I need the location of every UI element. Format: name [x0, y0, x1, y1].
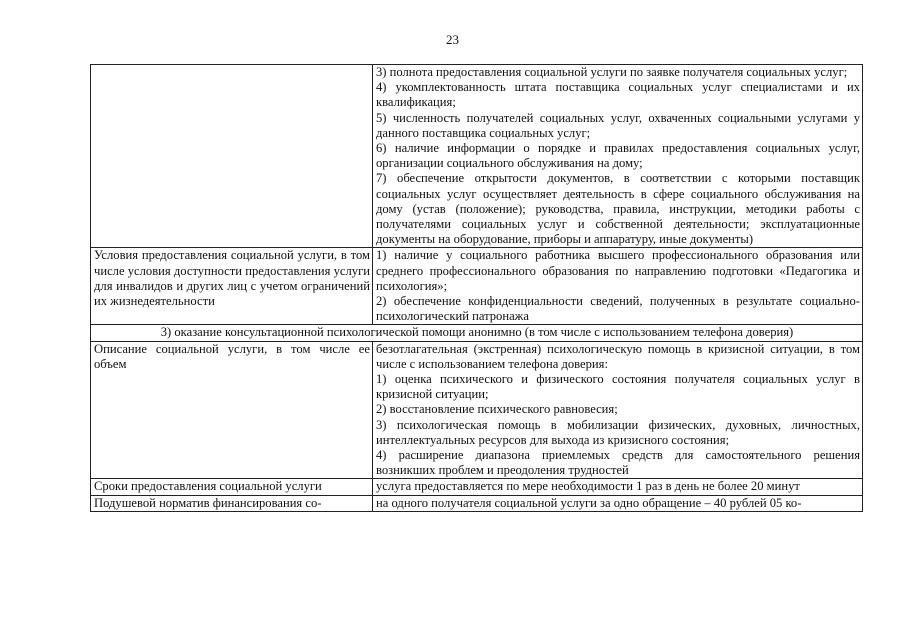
table-row: [91, 341, 863, 479]
table-row: [91, 65, 863, 248]
table-cell-value: [373, 65, 863, 248]
list-item: 4) расширение диапазона приемлемых средств для самостоятельного решения возникших проблем и преодоления трудностей: [376, 448, 860, 478]
table-row: [91, 495, 863, 511]
list-item: 1) наличие у социального работника высшего профессионального образования или среднего профессионального образования по направлению подготовки «Педагогика и психология»;: [376, 248, 860, 293]
list-item: 5) численность получателей социальных услуг, охваченных социальными услугами у данного поставщика социальных услуг;: [376, 110, 860, 140]
list-item: 1) оценка психического и физического состояния получателя социальных услуг в кризисной ситуации;: [376, 372, 860, 402]
list-item: 2) восстановление психического равновесия;: [376, 402, 618, 417]
table-row: [91, 479, 863, 495]
table-cell-label: Описание социальной услуги, в том числе ее объем: [91, 341, 373, 479]
table-cell-value: на одного получателя социальной услуги за одно обращение – 40 рублей 05 ко-: [373, 495, 863, 511]
table-row: [91, 248, 863, 325]
table-cell-value: услуга предоставляется по мере необходимости 1 раз в день не более 20 минут: [373, 479, 863, 495]
list-item: 3) психологическая помощь в мобилизации физических, духовных, личностных, интеллектуальных ресурсов для выхода из кризисного состояния;: [376, 417, 860, 447]
table-cell-value: [373, 248, 863, 325]
list-item: безотлагательная (экстренная) психологическую помощь в кризисной ситуации, в том числе с использованием телефона доверия:: [376, 341, 860, 371]
list-item: 3) полнота предоставления социальной услуги по заявке получателя социальных услуг;: [376, 65, 848, 79]
list-item: 6) наличие информации о порядке и правилах предоставления социальных услуг, организации социального обслуживания на дому;: [376, 141, 860, 171]
section-row: [91, 325, 863, 341]
list-item: 7) обеспечение открытости документов, в соответствии с которыми поставщик социальных услуг осуществляет деятельность в сфере социального обслуживания на дому (устав (положение); руководства, правила, инструкции, методики работы с получателями социальных услуг и собственной деятельности; эксплуатационные документы на оборудование, приборы и аппаратуру, иные документы): [376, 171, 860, 247]
table-cell-label: Сроки предоставления социальной услуги: [91, 479, 373, 495]
table-cell-label: Условия предоставления социальной услуги, в том числе условия доступности предоставления услуги для инвалидов и других лиц с учетом ограничений их жизнедеятельности: [91, 248, 373, 325]
table-cell-value: [373, 341, 863, 479]
table-cell-label: Подушевой норматив финансирования со-: [91, 495, 373, 511]
list-item: 2) обеспечение конфиденциальности сведений, полученных в результате социально-психологический патронажа: [376, 294, 860, 324]
services-table: [90, 64, 863, 512]
page-number: 23: [446, 32, 459, 47]
section-heading: 3) оказание консультационной психологической помощи анонимно (в том числе с использованием телефона доверия): [91, 325, 863, 341]
list-item: 4) укомплектованность штата поставщика социальных услуг специалистами и их квалификация;: [376, 80, 860, 110]
table-cell-label: [91, 65, 373, 248]
